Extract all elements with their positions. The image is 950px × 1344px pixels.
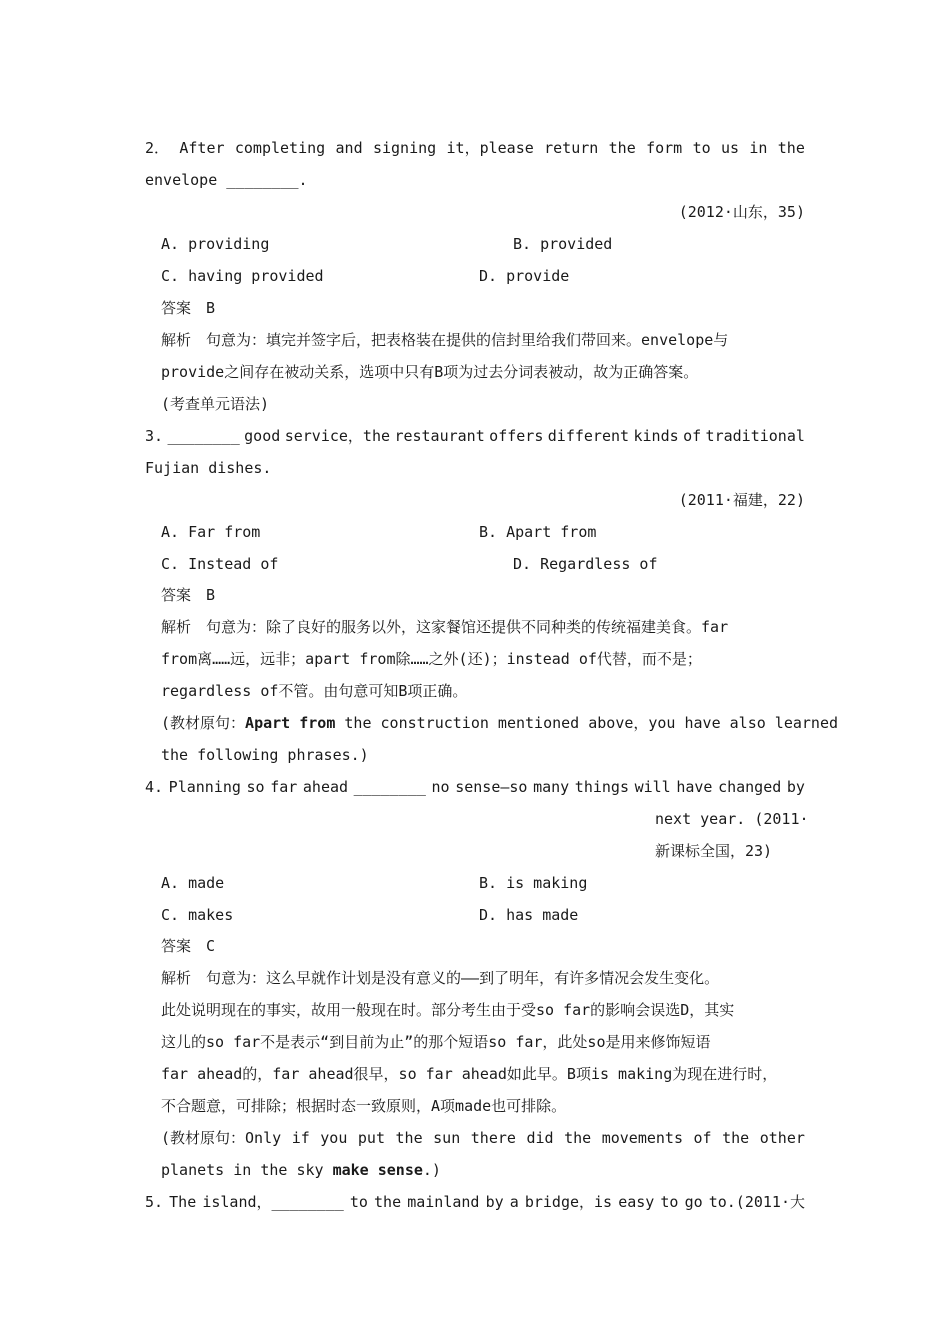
word: island，________ xyxy=(202,1193,344,1211)
word: 5. xyxy=(145,1193,164,1211)
word: 3. xyxy=(145,427,164,445)
word: sense—so xyxy=(455,778,528,796)
word: different xyxy=(547,427,630,445)
word: far xyxy=(270,778,298,796)
word: movements xyxy=(601,1129,683,1147)
question-2-option-b: B. provided xyxy=(513,235,613,253)
question-5-stem-line1 xyxy=(145,1192,805,1212)
quote-highlight: make sense xyxy=(332,1161,423,1179)
question-4-analysis: 解析 句意为：这么早就作计划是没有意义的——到了明年，有许多情况会发生变化。 xyxy=(161,969,720,987)
word: the xyxy=(564,1129,592,1147)
question-2-analysis-cont: provide之间存在被动关系，选项中只有B项为过去分词表被动，故为正确答案。 xyxy=(161,363,699,381)
word: in xyxy=(749,139,768,157)
question-4-option-a: A. made xyxy=(161,874,225,892)
word: the xyxy=(395,1129,423,1147)
word: of xyxy=(683,427,702,445)
word: it，please xyxy=(446,139,534,157)
quote-prefix: planets in the sky xyxy=(161,1161,333,1179)
question-3-textbook-quote xyxy=(161,713,838,733)
question-3-option-d: D. Regardless of xyxy=(513,555,658,573)
question-4-source: 新课标全国，23) xyxy=(655,842,773,860)
word: bridge，is xyxy=(524,1193,613,1211)
question-2-stem-line2: envelope ________. xyxy=(145,171,308,189)
quote-rest: the construction mentioned above，you have also learned xyxy=(335,714,839,732)
word: completing xyxy=(234,139,326,157)
word: us xyxy=(720,139,740,157)
word: of xyxy=(693,1129,712,1147)
word: sun xyxy=(433,1129,461,1147)
word: mainland xyxy=(407,1193,480,1211)
question-3-option-c: C. Instead of xyxy=(161,555,279,573)
question-3-option-b: B. Apart from xyxy=(479,523,597,541)
question-4-analysis-5: 不合题意，可排除；根据时态一致原则，A项made也可排除。 xyxy=(161,1097,567,1115)
word: to.(2011·大 xyxy=(708,1193,805,1211)
word: 2． xyxy=(145,139,170,157)
word: ________ xyxy=(353,778,426,796)
word: traditional xyxy=(705,427,805,445)
question-2-option-a: A. providing xyxy=(161,235,270,253)
word: by xyxy=(786,778,805,796)
word: signing xyxy=(372,139,437,157)
word: to xyxy=(349,1193,368,1211)
question-3-analysis-end: regardless of不管。由句意可知B项正确。 xyxy=(161,682,468,700)
quote-highlight: Apart from xyxy=(245,714,336,732)
question-3-answer: 答案 B xyxy=(161,586,216,604)
word: and xyxy=(335,139,363,157)
word: a xyxy=(509,1193,519,1211)
question-4-analysis-4: far ahead的，far ahead很早，so far ahead如此早。B项is making为现在进行时， xyxy=(161,1065,778,1083)
question-2-note: (考查单元语法) xyxy=(161,395,270,413)
word: to xyxy=(660,1193,679,1211)
question-3-option-a: A. Far from xyxy=(161,523,261,541)
question-2-source: (2012·山东，35) xyxy=(678,203,805,221)
word: Planning xyxy=(168,778,241,796)
word: have xyxy=(676,778,713,796)
question-3-analysis: 解析 句意为：除了良好的服务以外，这家餐馆还提供不同种类的传统福建美食。far xyxy=(161,618,729,636)
word: so xyxy=(246,778,265,796)
question-3-stem-line2: Fujian dishes. xyxy=(145,459,272,477)
word: The xyxy=(169,1193,197,1211)
word: restaurant xyxy=(394,427,485,445)
word: After xyxy=(179,139,225,157)
word: if xyxy=(291,1129,310,1147)
question-4-option-b: B. is making xyxy=(479,874,588,892)
question-2-option-c: C. having provided xyxy=(161,267,324,285)
word: form xyxy=(646,139,683,157)
word: return xyxy=(544,139,599,157)
word: 4. xyxy=(145,778,164,796)
question-3-textbook-quote-cont: the following phrases.) xyxy=(161,746,369,764)
word: good xyxy=(244,427,281,445)
question-4-analysis-2: 此处说明现在的事实，故用一般现在时。部分考生由于受so far的影响会误选D，其实 xyxy=(161,1001,735,1019)
question-4-analysis-3: 这儿的so far不是表示“到目前为止”的那个短语so far，此处so是用来修饰短语 xyxy=(161,1033,711,1051)
word: did xyxy=(526,1129,554,1147)
word: kinds xyxy=(633,427,679,445)
word: changed xyxy=(718,778,782,796)
word: go xyxy=(684,1193,703,1211)
word: service，the xyxy=(284,427,391,445)
word: many xyxy=(533,778,570,796)
word: put xyxy=(357,1129,385,1147)
question-4-option-d: D. has made xyxy=(479,906,579,924)
quote-prefix: (教材原句： xyxy=(161,714,246,732)
question-4-answer: 答案 C xyxy=(161,937,216,955)
word: things xyxy=(574,778,629,796)
word: easy xyxy=(618,1193,655,1211)
word: offers xyxy=(489,427,544,445)
word: the xyxy=(374,1193,402,1211)
question-4-option-c: C. makes xyxy=(161,906,234,924)
question-4-textbook-quote xyxy=(161,1128,805,1148)
quote-rest: .) xyxy=(422,1161,441,1179)
word: ahead xyxy=(302,778,349,796)
question-2-option-d: D. provide xyxy=(479,267,570,285)
question-2-stem-line1 xyxy=(145,138,805,158)
question-4-textbook-quote-cont xyxy=(161,1160,441,1180)
question-4-stem-line2: next year. (2011· xyxy=(655,810,809,828)
word: the xyxy=(608,139,636,157)
question-2-analysis: 解析 句意为：填完并签字后，把表格装在提供的信封里给我们带回来。envelope与 xyxy=(161,331,729,349)
word: no xyxy=(431,778,450,796)
word: the xyxy=(777,139,805,157)
word: by xyxy=(485,1193,504,1211)
word: the xyxy=(722,1129,750,1147)
question-3-source: (2011·福建，22) xyxy=(678,491,805,509)
question-3-analysis-cont: from离……远，远非；apart from除……之外(还)；instead of代替，而不是； xyxy=(161,650,702,668)
word: (教材原句：Only xyxy=(161,1129,282,1147)
word: there xyxy=(470,1129,516,1147)
question-4-stem-line1 xyxy=(145,777,805,797)
question-2-answer: 答案 B xyxy=(161,299,216,317)
word: you xyxy=(320,1129,348,1147)
word: ________ xyxy=(167,427,240,445)
word: other xyxy=(759,1129,805,1147)
word: to xyxy=(692,139,711,157)
word: will xyxy=(634,778,671,796)
question-3-stem-line1 xyxy=(145,426,805,446)
